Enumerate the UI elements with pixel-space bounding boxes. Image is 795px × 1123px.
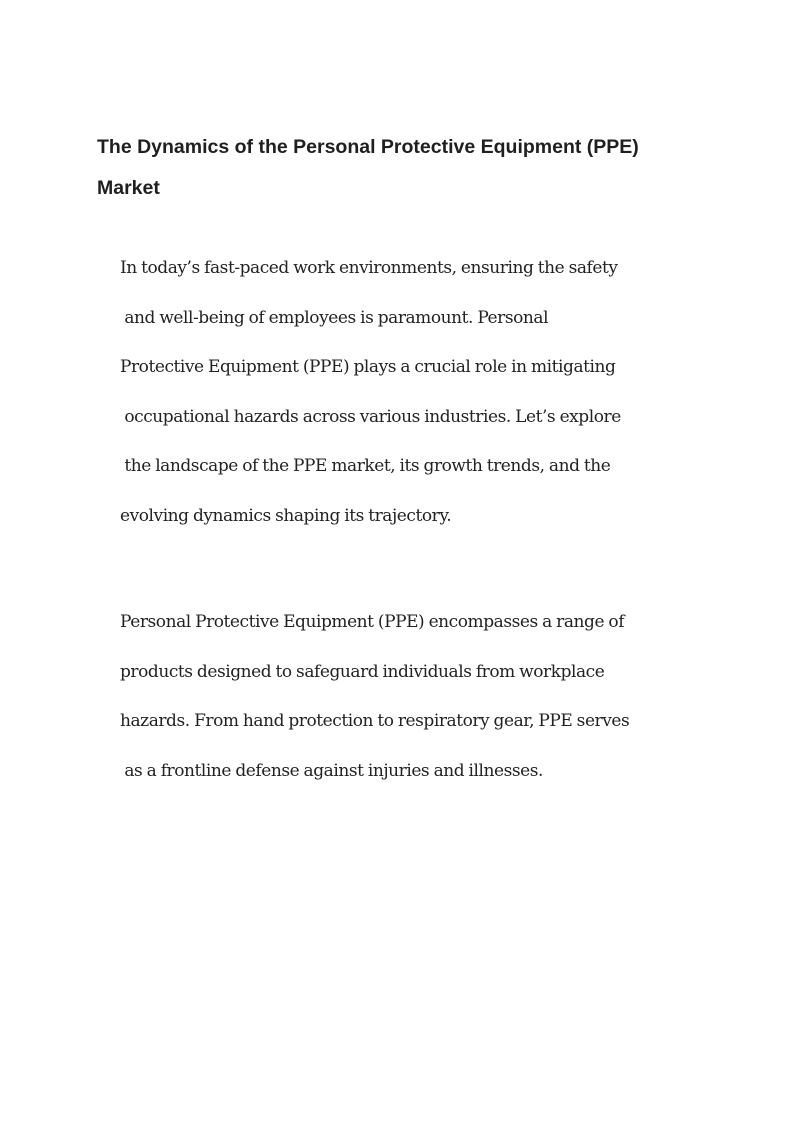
paragraph-line: the landscape of the PPE market, its growth trends, and the xyxy=(120,456,611,476)
paragraph-line: Personal Protective Equipment (PPE) encompasses a range of xyxy=(120,612,625,632)
definition-paragraph xyxy=(120,598,629,796)
paragraph-line: evolving dynamics shaping its trajectory. xyxy=(120,505,452,526)
paragraph-line: and well-being of employees is paramount. Personal xyxy=(120,307,549,328)
paragraph-line: Protective Equipment (PPE) plays a crucial role in mitigating xyxy=(120,357,616,377)
title-line: Market xyxy=(97,177,160,199)
title-line: The Dynamics of the Personal Protective Equipment (PPE) xyxy=(97,136,639,158)
intro-paragraph xyxy=(120,244,621,541)
paragraph-line: as a frontline defense against injuries and illnesses. xyxy=(120,760,543,781)
paragraph-line: products designed to safeguard individuals from workplace xyxy=(120,661,605,682)
document-title xyxy=(97,127,737,209)
paragraph-line: occupational hazards across various industries. Let’s explore xyxy=(120,406,621,427)
paragraph-line: hazards. From hand protection to respiratory gear, PPE serves xyxy=(120,711,630,731)
paragraph-line: In today’s fast-paced work environments, ensuring the safety xyxy=(120,258,618,278)
